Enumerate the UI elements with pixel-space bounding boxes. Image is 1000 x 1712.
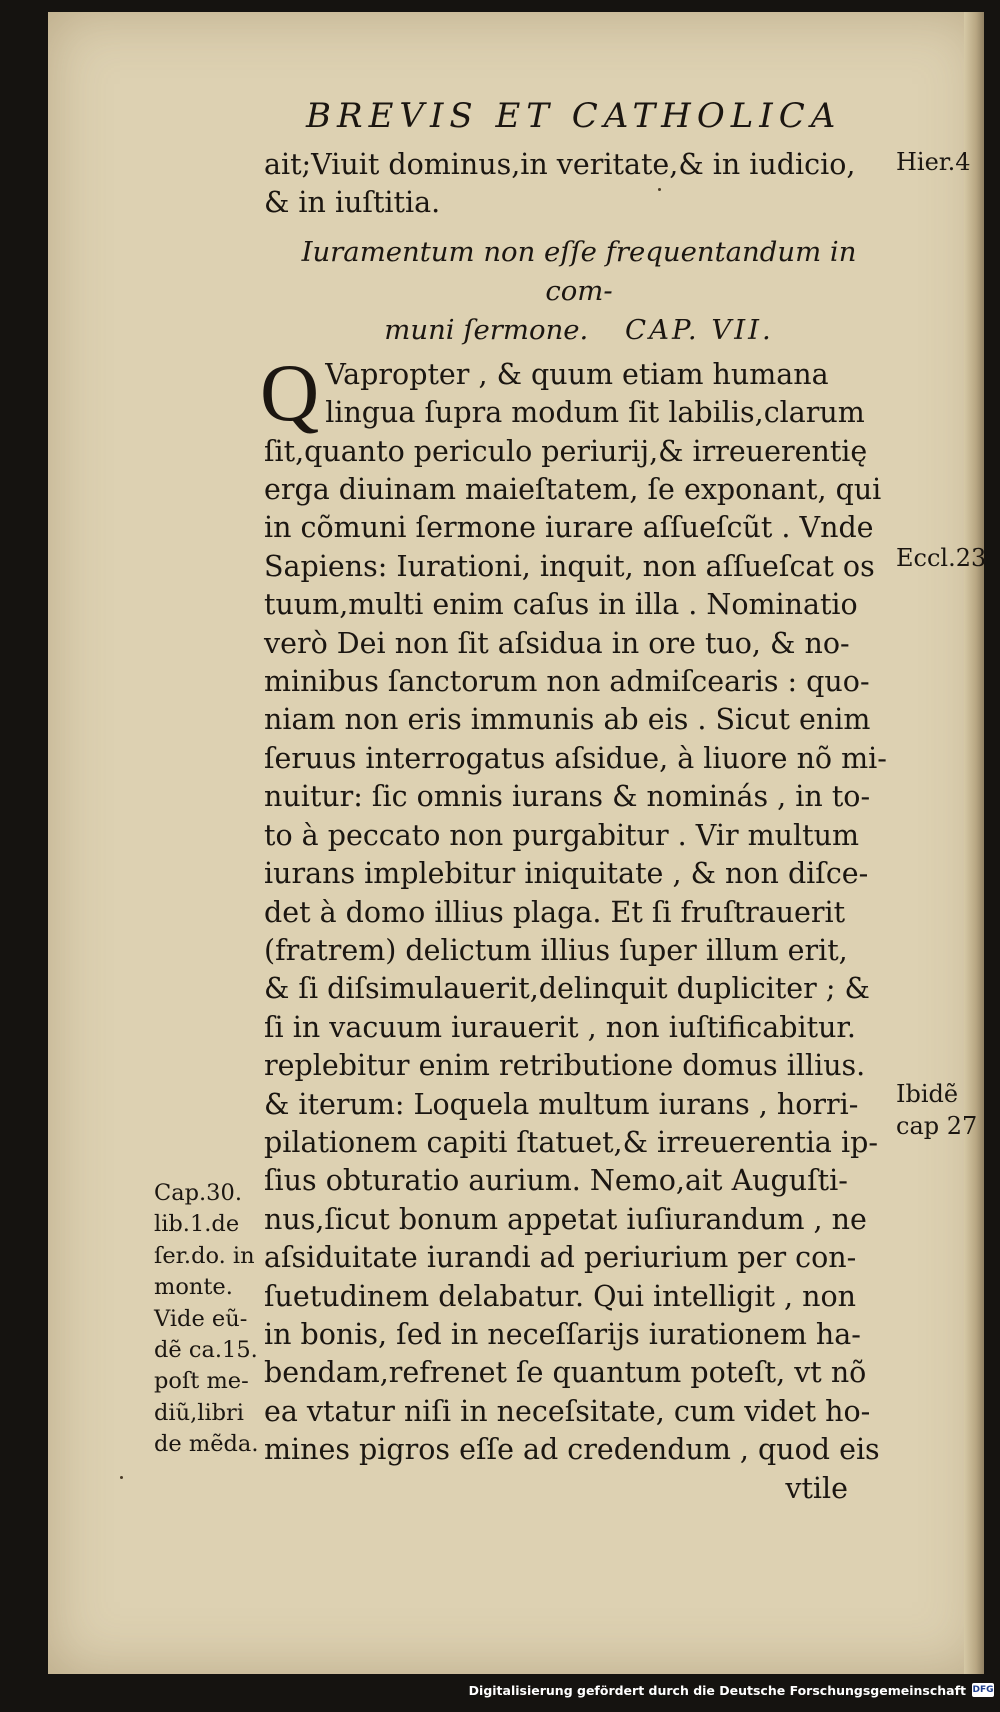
margin-note-ibidem xyxy=(896,1078,977,1142)
margin-note-line: ſer.do. in xyxy=(154,1242,255,1269)
text-line: & ſi diſsimulauerit,delinquit dupliciter ; & xyxy=(264,972,870,1006)
text-line: iurans implebitur iniquitate , & non diſce- xyxy=(264,857,869,891)
margin-note-line: monte. xyxy=(154,1274,233,1301)
margin-note-eccl: Eccl.23 xyxy=(896,544,987,572)
text-line: aſsiduitate iurandi ad periurium per con- xyxy=(264,1241,857,1275)
paper-fleck xyxy=(120,1476,123,1479)
text-line: & iterum: Loquela multum iurans , horri- xyxy=(264,1087,859,1121)
text-line: bendam,refrenet ſe quantum poteſt, vt nõ xyxy=(264,1356,867,1390)
footer-text: Digitalisierung gefördert durch die Deutsche Forschungsgemeinschaft xyxy=(468,1682,966,1698)
chapter-title xyxy=(264,233,894,350)
text-line: ea vtatur niſi in neceſsitate, cum videt ho- xyxy=(264,1394,871,1428)
text-line: niam non eris immunis ab eis . Sicut enim xyxy=(264,703,871,737)
text-line: ſit,quanto periculo periurij,& irreuerentię xyxy=(264,434,868,468)
margin-note-hier: Hier.4 xyxy=(896,148,971,176)
text-line: Vapropter , & quum etiam humana xyxy=(325,357,829,391)
catchword: vtile xyxy=(785,1471,848,1505)
main-text xyxy=(260,146,894,1508)
margin-note-line: diũ,libri xyxy=(154,1399,244,1426)
text-line: in cõmuni ſermone iurare aſſueſcũt . Vnde xyxy=(264,511,874,545)
text-line: minibus ſanctorum non admiſcearis : quo- xyxy=(264,665,870,699)
chapter-title-line: muni ſermone. xyxy=(384,313,589,346)
chapter-label: CAP. VII. xyxy=(625,313,774,346)
margin-note-line: cap 27 xyxy=(896,1112,978,1140)
text-line: Sapiens: Iurationi, inquit, non aſſueſcat os xyxy=(264,549,875,583)
running-head: BREVIS ET CATHOLICA xyxy=(306,96,842,136)
margin-note-augustine xyxy=(154,1178,266,1461)
text-line: det à domo illius plaga. Et ſi fruſtrauerit xyxy=(264,895,846,929)
margin-note-line: Vide eũ- xyxy=(154,1305,248,1332)
drop-cap: Q xyxy=(260,346,320,438)
opening-line: ait;Viuit dominus,in veritate,& in iudicio, xyxy=(264,148,856,181)
opening-line: & in iuſtitia. xyxy=(264,186,441,220)
text-line: (fratrem) delictum illius ſuper illum erit, xyxy=(264,933,848,967)
margin-note-line: de mẽda. xyxy=(154,1431,259,1458)
text-line: replebitur enim retributione domus illius. xyxy=(264,1049,866,1083)
margin-note-line: Cap.30. xyxy=(154,1180,242,1206)
margin-note-line: lib.1.de xyxy=(154,1211,240,1238)
text-line: pilationem capiti ſtatuet,& irreuerentia ip- xyxy=(264,1125,878,1159)
text-line: in bonis, ſed in neceſſarijs iurationem ha- xyxy=(264,1317,861,1351)
paragraph xyxy=(260,346,894,1470)
text-line: nus,ſicut bonum appetat iuſiurandum , ne xyxy=(264,1202,867,1236)
chapter-title-line: Iuramentum non eſſe frequentandum in com- xyxy=(301,235,857,307)
text-line: ſi in vacuum iurauerit , non iuſtificabitur. xyxy=(264,1010,856,1044)
margin-note-line: poſt me- xyxy=(154,1368,249,1395)
page-edge xyxy=(964,12,984,1674)
margin-note-line: dẽ ca.15. xyxy=(154,1337,258,1364)
text-line: ſeruus interrogatus aſsidue, à liuore nõ mi- xyxy=(264,741,887,775)
margin-note-line: Ibidẽ xyxy=(896,1080,959,1108)
dfg-logo-icon: DFG xyxy=(972,1685,994,1695)
text-line: to à peccato non purgabitur . Vir multum xyxy=(264,818,859,852)
text-line: ſius obturatio aurium. Nemo,ait Auguſti- xyxy=(264,1164,848,1198)
text-line: mines pigros eſſe ad credendum , quod eis xyxy=(264,1433,880,1467)
digitization-footer xyxy=(469,1678,994,1702)
text-line: verò Dei non ſit aſsidua in ore tuo, & no- xyxy=(264,626,850,660)
text-line: ſuetudinem delabatur. Qui intelligit , non xyxy=(264,1279,857,1313)
text-line: tuum,multi enim caſus in illa . Nominatio xyxy=(264,588,858,622)
text-line: nuitur: ſic omnis iurans & nominás , in to- xyxy=(264,780,871,814)
text-line: erga diuinam maieſtatem, ſe exponant, qui xyxy=(264,473,882,507)
text-line: lingua ſupra modum ſit labilis,clarum xyxy=(325,396,865,430)
